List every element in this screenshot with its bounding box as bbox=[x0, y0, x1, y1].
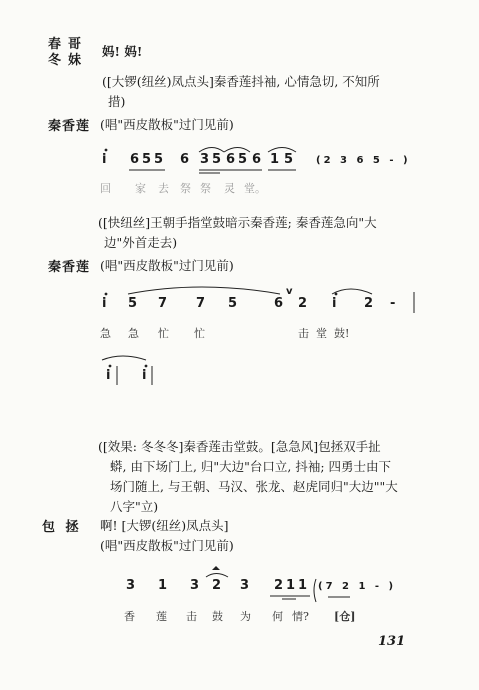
note: 3 bbox=[126, 578, 136, 593]
lyric: 回 bbox=[100, 182, 111, 195]
interlude-notes-2: (7 2 1 - ) bbox=[318, 581, 397, 592]
lyric: 击 bbox=[186, 610, 197, 623]
stage-direction-3-line4: 八字"立) bbox=[110, 499, 159, 514]
speech-a: 啊! [大锣(纽丝)凤点头] bbox=[100, 518, 229, 533]
lyric: 为 bbox=[240, 610, 251, 623]
note: 3 bbox=[240, 578, 250, 593]
lyric: 急 bbox=[100, 327, 111, 340]
lyric: 家 bbox=[135, 182, 146, 195]
singing-direction-1: (唱"西皮散板"过门见前) bbox=[100, 117, 234, 132]
note: 6 bbox=[252, 152, 262, 167]
note: 1 bbox=[286, 578, 296, 593]
note: 2 bbox=[364, 296, 374, 311]
note: 6 bbox=[180, 152, 190, 167]
percussion-mark: [仓] bbox=[334, 610, 356, 623]
note: 6 bbox=[130, 152, 140, 167]
speaker-bao-zheng: 包 拯 bbox=[42, 520, 82, 535]
note: 5 bbox=[228, 296, 238, 311]
speaker-ge: 哥 bbox=[68, 37, 83, 52]
stage-direction-2-line1: ([快纽丝]王朝手指堂鼓暗示秦香莲; 秦香莲急向"大 bbox=[98, 215, 377, 230]
note: 2 bbox=[212, 578, 222, 593]
lyric: 击 bbox=[298, 327, 309, 340]
lyric: 忙 bbox=[194, 327, 205, 340]
lyric: 祭 bbox=[180, 182, 191, 195]
note: 5 bbox=[142, 152, 152, 167]
note: 1 bbox=[158, 578, 168, 593]
interlude-notes-1: (2 3 6 5 - ) bbox=[316, 155, 411, 166]
note: 1 bbox=[298, 578, 308, 593]
lyric: 莲 bbox=[156, 610, 167, 623]
stage-direction-2-line2: 边"外首走去) bbox=[104, 235, 178, 250]
note: - bbox=[390, 296, 396, 311]
note: 3 bbox=[190, 578, 200, 593]
lyric: 堂。 bbox=[244, 182, 266, 195]
lyric: 忙 bbox=[158, 327, 169, 340]
note: i bbox=[102, 152, 107, 167]
singing-direction-3: (唱"西皮散板"过门见前) bbox=[100, 538, 234, 553]
speaker-qin-xianglian-2: 秦香莲 bbox=[48, 260, 91, 275]
speaker-dong: 冬 bbox=[48, 53, 63, 68]
page-number: 131 bbox=[378, 634, 406, 649]
speaker-mei: 妹 bbox=[68, 53, 83, 68]
lyric: 去 bbox=[158, 182, 169, 195]
speaker-chun: 春 bbox=[48, 37, 63, 52]
note: 3 bbox=[200, 152, 210, 167]
stage-direction-1-line2: 措) bbox=[108, 94, 126, 109]
ending-note-b: i bbox=[142, 368, 147, 383]
note: 6 bbox=[274, 296, 284, 311]
lyric: 情? bbox=[292, 610, 309, 623]
lyric: 堂 bbox=[316, 327, 327, 340]
note: i bbox=[102, 296, 107, 311]
breath-mark: v bbox=[286, 286, 293, 297]
speech-mama: 妈! 妈! bbox=[102, 44, 143, 59]
ending-note-a: i bbox=[106, 368, 111, 383]
speaker-qin-xianglian-1: 秦香莲 bbox=[48, 119, 91, 134]
stage-direction-3-line1: ([效果: 冬冬冬]秦香莲击堂鼓。[急急风]包拯双手扯 bbox=[98, 439, 381, 454]
note: i bbox=[332, 296, 337, 311]
lyric: 急 bbox=[128, 327, 139, 340]
note: 5 bbox=[284, 152, 294, 167]
note: 7 bbox=[196, 296, 206, 311]
lyric: 鼓 bbox=[212, 610, 223, 623]
note: 5 bbox=[212, 152, 222, 167]
stage-direction-3-line2: 蟒, 由下场门上, 归"大边"台口立, 抖袖; 四勇士由下 bbox=[110, 459, 392, 474]
note: 7 bbox=[158, 296, 168, 311]
lyric: 灵 bbox=[224, 182, 235, 195]
singing-direction-2: (唱"西皮散板"过门见前) bbox=[100, 258, 234, 273]
note: 1 bbox=[270, 152, 280, 167]
note: 2 bbox=[274, 578, 284, 593]
note: 2 bbox=[298, 296, 308, 311]
stage-direction-1-line1: ([大锣(纽丝)凤点头]秦香莲抖袖, 心情急切, 不知所 bbox=[102, 74, 380, 89]
note: 6 bbox=[226, 152, 236, 167]
lyric: 何 bbox=[272, 610, 283, 623]
stage-direction-3-line3: 场门随上, 与王朝、马汉、张龙、赵虎同归"大边""大 bbox=[110, 479, 398, 494]
note: 5 bbox=[238, 152, 248, 167]
note: 5 bbox=[128, 296, 138, 311]
lyric: 鼓! bbox=[334, 327, 350, 340]
lyric: 香 bbox=[124, 610, 135, 623]
lyric: 祭 bbox=[200, 182, 211, 195]
note: 5 bbox=[154, 152, 164, 167]
